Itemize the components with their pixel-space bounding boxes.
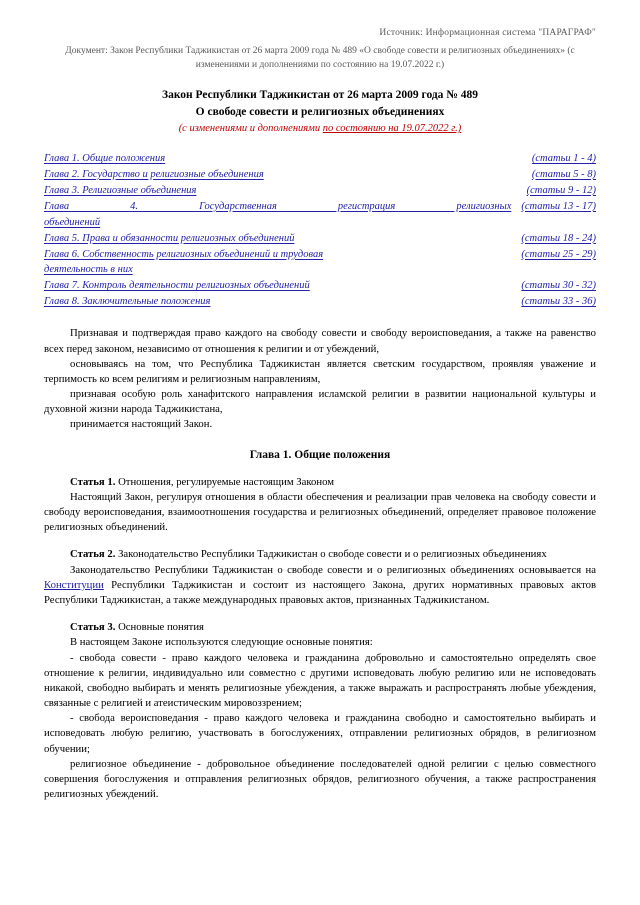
title-amendment-note — [44, 121, 596, 137]
toc-label[interactable]: Глава 2. Государство и религиозные объединения — [44, 168, 264, 180]
toc-range[interactable]: (статьи 5 - 8) — [531, 168, 596, 180]
toc-label[interactable]: Глава 7. Контроль деятельности религиозных объединений — [44, 280, 310, 292]
preamble-paragraph: принимается настоящий Закон. — [70, 418, 213, 431]
toc-label[interactable]: Глава 6. Собственность религиозных объединений и трудовая — [44, 248, 324, 260]
toc-item-chapter-6[interactable] — [44, 247, 596, 263]
toc-label[interactable]: Глава 4. Государственная регистрация религиозных — [44, 200, 512, 212]
table-of-contents — [44, 151, 596, 311]
toc-label[interactable]: Глава 3. Религиозные объединения — [44, 184, 197, 196]
article-1 — [44, 475, 596, 536]
toc-item-chapter-5[interactable] — [44, 231, 596, 247]
article-1-title — [44, 475, 596, 490]
article-3-number: Статья 3. — [70, 621, 116, 634]
title-amendment-prefix: (с изменениями и дополнениями — [178, 123, 323, 135]
article-2-paragraph: Законодательство Республики Таджикистан о свободе совести и о религиозных объединениях основывается на Конституции Республики Таджикистан и состоит из настоящего Закона, других нормативных правовых актов Республики Таджикистан, а также международных правовых актов, признанных Таджикистаном. — [44, 563, 596, 606]
toc-item-chapter-4[interactable] — [44, 199, 596, 215]
title-line-1: Закон Республики Таджикистан от 26 марта 2009 года № 489 — [162, 88, 478, 101]
article-1-paragraph: Настоящий Закон, регулируя отношения в области обеспечения и реализации прав человека на свободу совести и свободу вероисповедания, взаимоотношения государства и религиозных объединений, определяет правовое положение религиозных объединений. — [44, 490, 596, 534]
toc-item-chapter-7[interactable] — [44, 278, 596, 294]
toc-label[interactable]: Глава 5. Права и обязанности религиозных объединений — [44, 232, 295, 244]
toc-label[interactable]: Глава 8. Заключительные положения — [44, 296, 211, 308]
toc-item-chapter-1[interactable] — [44, 151, 596, 167]
toc-item-chapter-3[interactable] — [44, 183, 596, 199]
article-2-title — [44, 547, 596, 562]
toc-label[interactable]: Глава 1. Общие положения — [44, 152, 166, 164]
article-3-heading: Основные понятия — [115, 621, 204, 634]
article-2-number: Статья 2. — [70, 548, 116, 561]
document-title — [44, 87, 596, 137]
document-reference: Документ: Закон Республики Таджикистан от 26 марта 2009 года № 489 «О свободе совести и религиозных объединениях» (с изменениями и дополнениями по состоянию на 19.07.2022 г.) — [65, 46, 575, 70]
title-line-2: О свободе совести и религиозных объединениях — [195, 105, 445, 118]
article-3-title — [44, 620, 596, 635]
article-3 — [44, 620, 596, 802]
preamble-paragraph: основываясь на том, что Республика Таджикистан является светским государством, проявляя уважение и терпимость ко всем религиям и религиозным направлениям, — [44, 357, 596, 385]
article-3-paragraph: - свобода совести - право каждого человека и гражданина добровольно и самостоятельно определять свое отношение к религии, индивидуально или совместно с другими исповедовать любую религию или не исповедовать никакой, свободно выбирать и менять религиозные убеждения, а также выражать и распространять любые убеждения, связанные с религией и атеистическим мировоззрением; — [44, 651, 596, 710]
preamble-paragraph: Признавая и подтверждая право каждого на свободу совести и свободу вероисповедания, а также на равенство всех перед законом, независимо от отношения к религии и от убеждений, — [44, 327, 596, 355]
article-1-number: Статья 1. — [70, 475, 116, 488]
toc-range[interactable]: (статьи 30 - 32) — [521, 280, 596, 292]
article-1-heading: Отношения, регулируемые настоящим Законом — [115, 475, 334, 488]
toc-item-chapter-4-continuation[interactable]: объединений — [44, 216, 101, 228]
toc-item-chapter-8[interactable] — [44, 294, 596, 310]
toc-range[interactable]: (статьи 25 - 29) — [521, 248, 596, 260]
chapter-1-heading: Глава 1. Общие положения — [249, 448, 391, 461]
toc-range[interactable]: (статьи 33 - 36) — [521, 296, 596, 308]
source-line: Источник: Информационная система "ПАРАГРАФ" — [379, 28, 596, 38]
article-3-paragraph: религиозное объединение - добровольное объединение последователей одной религии с целью совместного совершения богослужения и отправления религиозных обрядов, религиозного обучения, а также распространения религиозных убеждений. — [44, 757, 596, 801]
constitution-link[interactable]: Конституции — [44, 578, 104, 591]
preamble-paragraph: признавая особую роль ханафитского направления исламской религии в развитии национальной культуры и духовной жизни народа Таджикистана, — [44, 388, 596, 416]
preamble — [44, 326, 596, 432]
toc-range[interactable]: (статьи 9 - 12) — [526, 184, 596, 196]
toc-item-chapter-6-continuation[interactable]: деятельность в них — [44, 264, 133, 276]
article-2-heading: Законодательство Республики Таджикистан о свободе совести и о религиозных объединениях — [115, 548, 547, 561]
toc-range[interactable]: (статьи 13 - 17) — [521, 200, 596, 212]
article-2 — [44, 547, 596, 608]
toc-range[interactable]: (статьи 18 - 24) — [521, 232, 596, 244]
toc-range[interactable]: (статьи 1 - 4) — [531, 152, 596, 164]
title-amendment-link[interactable]: по состоянию на 19.07.2022 г.) — [322, 123, 462, 135]
article-3-paragraph: В настоящем Законе используются следующие основные понятия: — [70, 636, 373, 649]
toc-item-chapter-2[interactable] — [44, 167, 596, 183]
article-3-paragraph: - свобода вероисповедания - право каждого человека и гражданина свободно и самостоятельно выбирать и исповедовать любую религию, участвовать в богослужениях, отправлении религиозных обрядов, в религиозном обучении; — [44, 712, 596, 755]
